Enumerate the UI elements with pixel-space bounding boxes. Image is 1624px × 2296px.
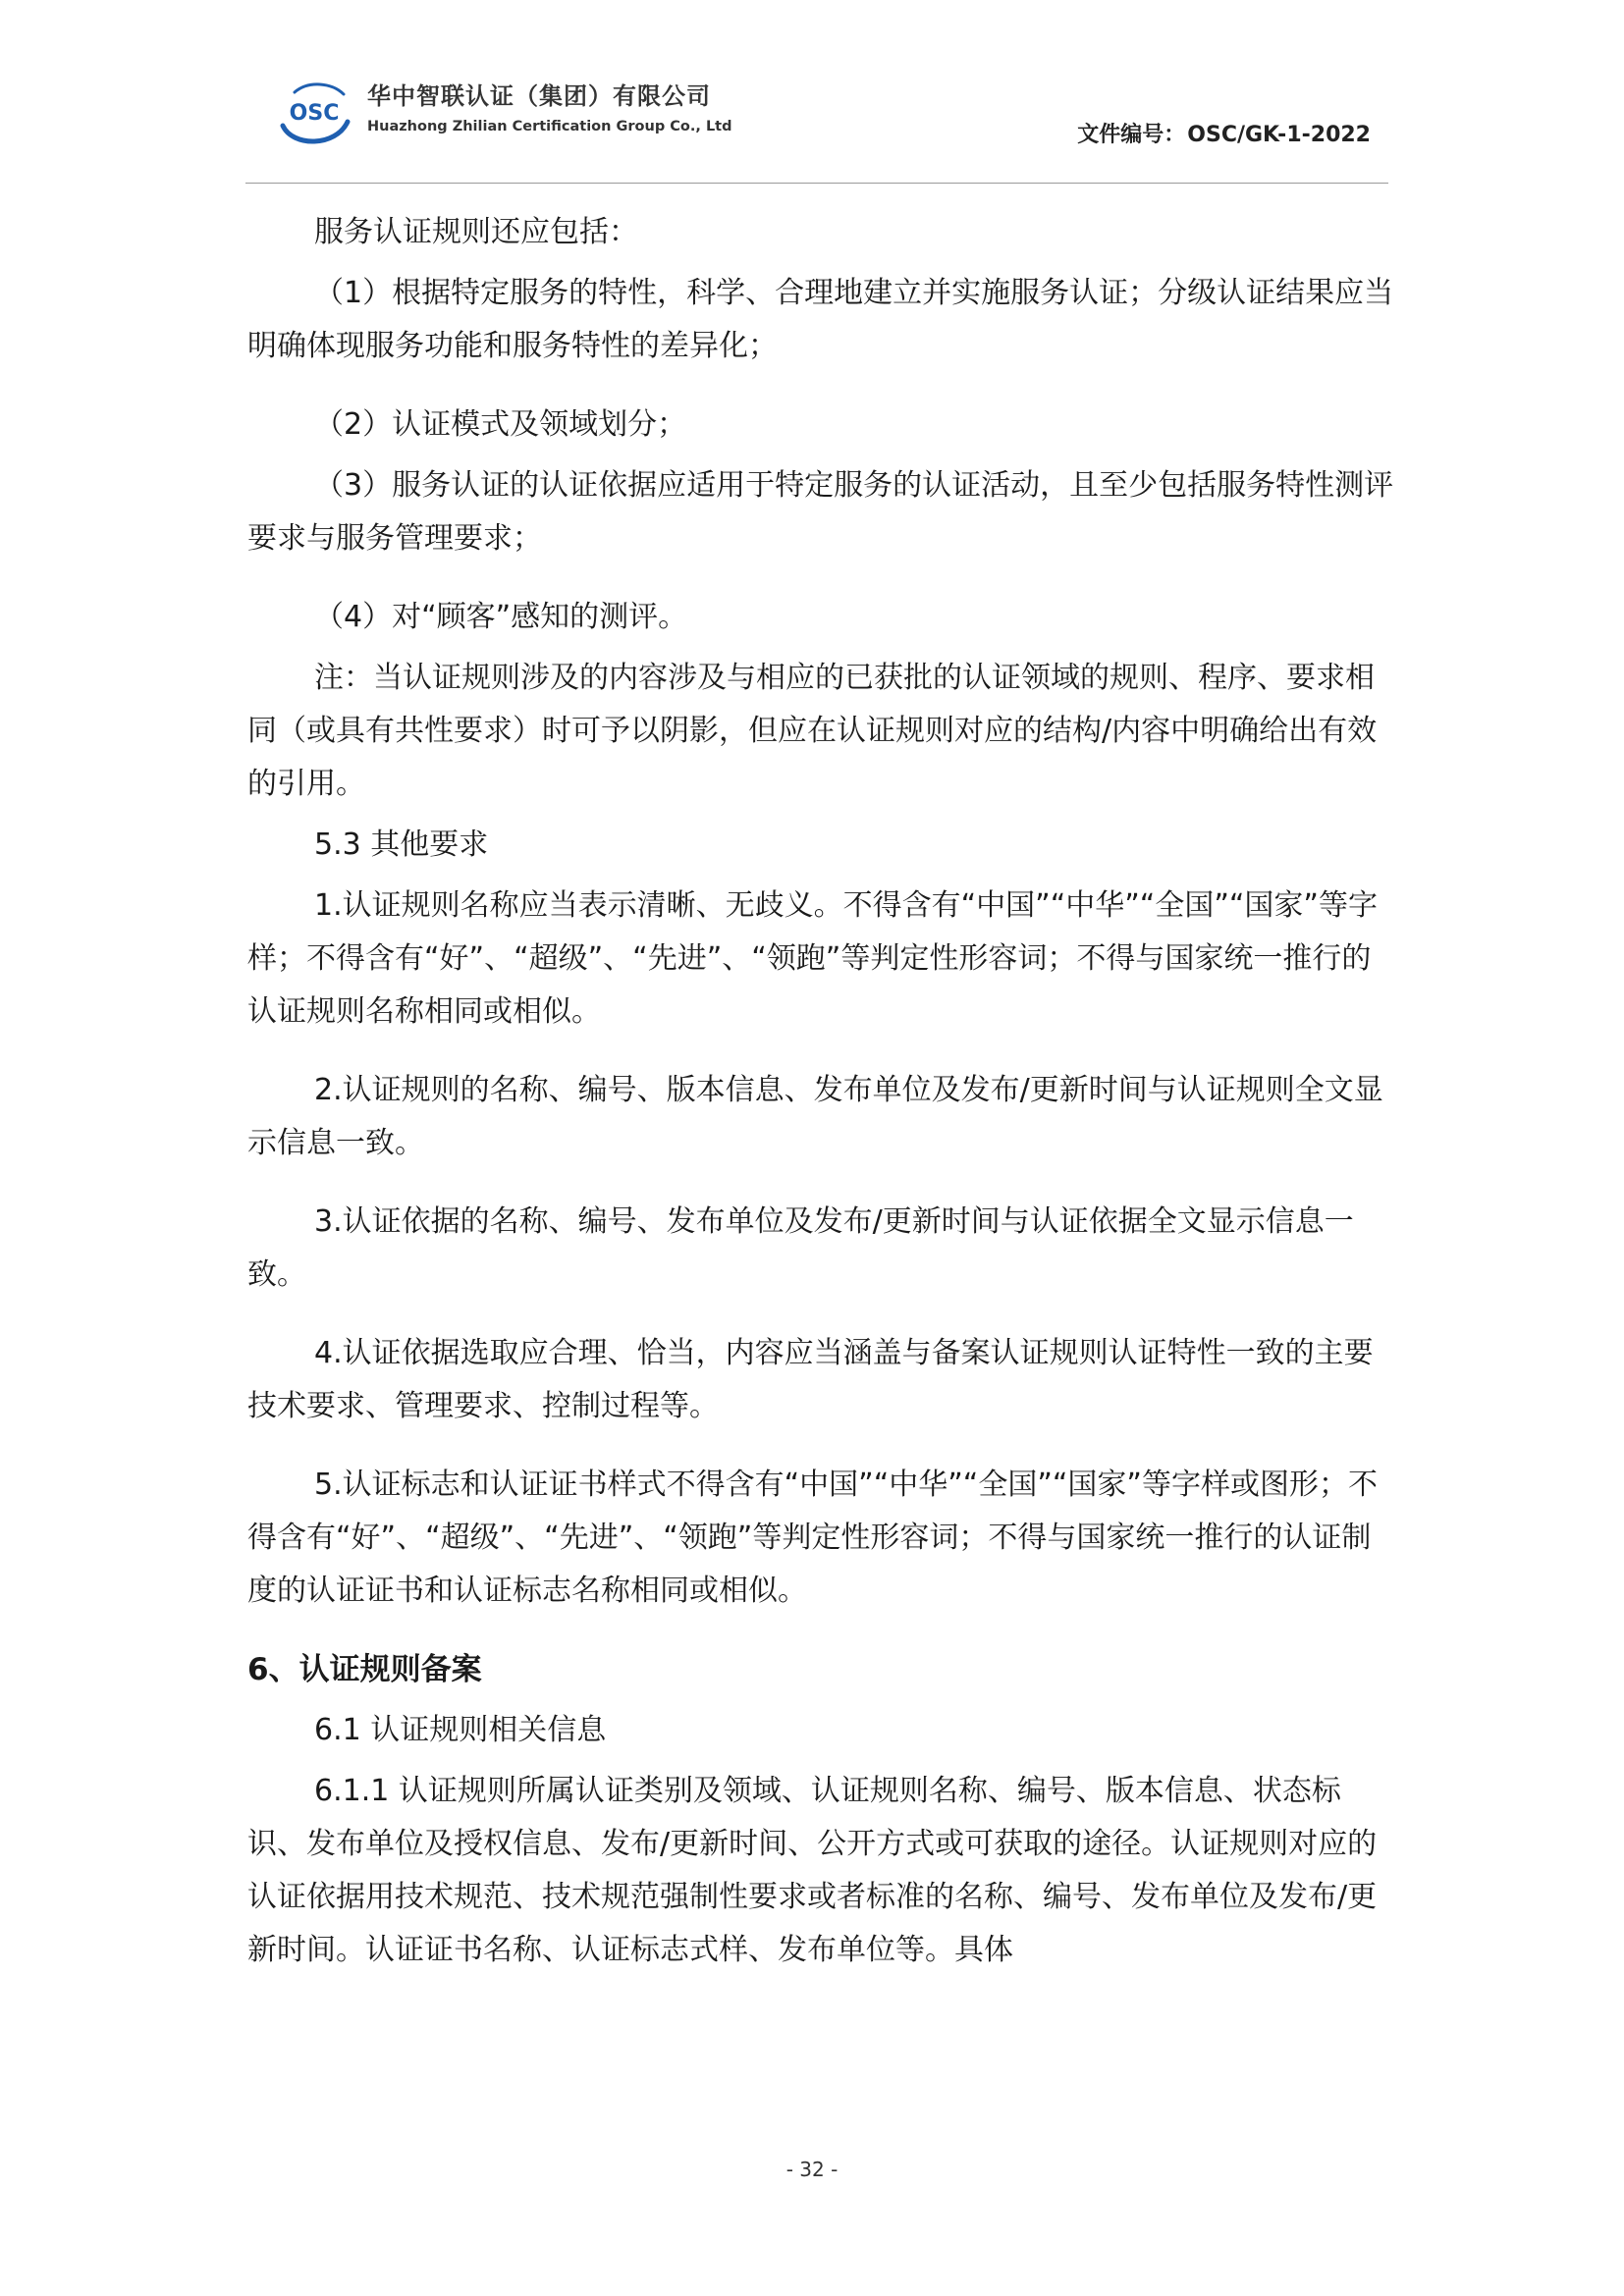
paragraph-intro: 服务认证规则还应包括：: [314, 215, 638, 249]
paragraph-item-3: （3）服务认证的认证依据应适用于特定服务的认证活动，且至少包括服务特性测评要求与服务管理要求；: [247, 468, 1394, 556]
paragraph-item-1: （1）根据特定服务的特性，科学、合理地建立并实施服务认证；分级认证结果应当明确体现服务功能和服务特性的差异化；: [247, 276, 1394, 363]
header-divider: [245, 183, 1388, 184]
page-header: [245, 59, 1388, 185]
company-name: [367, 77, 732, 134]
logo-text: OSC: [289, 101, 340, 126]
page-number: - 32 -: [785, 2158, 839, 2181]
paragraph-6-1-1: 6.1.1 认证规则所属认证类别及领域、认证规则名称、编号、版本信息、状态标识、发布单位及授权信息、发布/更新时间、公开方式或可获取的途径。认证规则对应的认证依据用技术规范、技术规范强制性要求或者标准的名称、编号、发布单位及发布/更新时间。认证证书名称、认证标志式样、发布单位等。具体: [247, 1774, 1378, 1967]
paragraph-item-4: （4）对“顾客”感知的测评。: [314, 600, 688, 634]
osc-logo-icon: [275, 79, 353, 149]
rule-item-1: 1.认证规则名称应当表示清晰、无歧义。不得含有“中国”“中华”“全国”“国家”等字样；不得含有“好”、“超级”、“先进”、“领跑”等判定性形容词；不得与国家统一推行的认证规则名称相同或相似。: [247, 888, 1378, 1029]
rule-item-2: 2.认证规则的名称、编号、版本信息、发布单位及发布/更新时间与认证规则全文显示信息一致。: [247, 1073, 1383, 1160]
company-name-en: Huazhong Zhilian Certification Group Co., Ltd: [367, 119, 732, 134]
rule-item-5: 5.认证标志和认证证书样式不得含有“中国”“中华”“全国”“国家”等字样或图形；不得含有“好”、“超级”、“先进”、“领跑”等判定性形容词；不得与国家统一推行的认证制度的认证证书和认证标志名称相同或相似。: [247, 1468, 1378, 1608]
rule-item-3: 3.认证依据的名称、编号、发布单位及发布/更新时间与认证依据全文显示信息一致。: [247, 1204, 1354, 1292]
paragraph-note: 注：当认证规则涉及的内容涉及与相应的已获批的认证领域的规则、程序、要求相同（或具有共性要求）时可予以阴影，但应在认证规则对应的结构/内容中明确给出有效的引用。: [247, 661, 1378, 801]
paragraph-item-2: （2）认证模式及领域划分；: [314, 407, 687, 442]
page-body: [247, 206, 1394, 1977]
document-number: [1077, 118, 1371, 148]
rule-item-4: 4.认证依据选取应合理、恰当，内容应当涵盖与备案认证规则认证特性一致的主要技术要求、管理要求、控制过程等。: [247, 1336, 1374, 1423]
company-name-cn: 华中智联认证（集团）有限公司: [367, 82, 711, 110]
section-heading-6-1: 6.1 认证规则相关信息: [314, 1713, 607, 1747]
document-number-label: 文件编号：: [1077, 123, 1186, 147]
section-heading-6: 6、认证规则备案: [247, 1652, 482, 1687]
document-number-value: OSC/GK-1-2022: [1187, 123, 1371, 147]
section-heading-5-3: 5.3 其他要求: [314, 828, 489, 862]
